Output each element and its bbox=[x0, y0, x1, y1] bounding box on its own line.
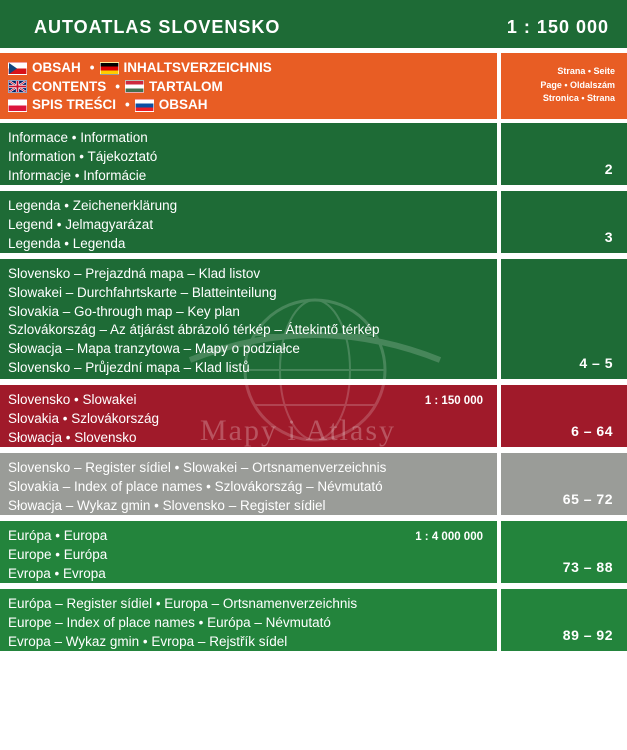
section-pages: 2 bbox=[604, 161, 613, 177]
contents-line-3 bbox=[8, 96, 276, 115]
section-titles bbox=[0, 191, 497, 253]
atlas-scale: 1 : 150 000 bbox=[506, 17, 609, 37]
section-line: Slovakia – Go-through map – Key plan bbox=[8, 303, 240, 319]
section-pages-cell bbox=[501, 385, 627, 447]
section-line: Słowacja • Slovensko bbox=[8, 429, 137, 445]
section-line: Legenda • Legenda bbox=[8, 235, 126, 251]
section-pages-cell bbox=[501, 259, 627, 379]
czech-flag-icon bbox=[8, 62, 27, 75]
page-label-column bbox=[501, 53, 627, 119]
page-label: Stronica • Strana bbox=[542, 93, 615, 103]
contents-heading: OBSAH bbox=[158, 97, 208, 113]
section-pages-cell bbox=[501, 191, 627, 253]
section-line: Slowakei – Durchfahrtskarte – Blatteinteilung bbox=[8, 284, 277, 300]
section-slovakia-index bbox=[0, 453, 627, 515]
contents-headings bbox=[0, 53, 497, 119]
section-line: Information • Tájekoztató bbox=[8, 148, 158, 164]
section-line: Slovensko • Slowakei bbox=[8, 392, 137, 407]
section-line: Europe • Európa bbox=[8, 546, 108, 562]
section-line: Slovakia • Szlovákország bbox=[8, 410, 160, 426]
hungarian-flag-icon bbox=[125, 80, 144, 93]
watermark-text: Mapy i Atlasy bbox=[200, 414, 396, 447]
section-pages: 65 – 72 bbox=[562, 491, 613, 507]
section-line: Slovakia – Index of place names • Szlovákország – Névmutató bbox=[8, 478, 383, 494]
section-europe-index bbox=[0, 589, 627, 651]
slovak-flag-icon bbox=[135, 99, 154, 112]
section-line: Europe – Index of place names • Európa – Névmutató bbox=[8, 614, 331, 630]
section-pages-cell bbox=[501, 453, 627, 515]
polish-flag-icon bbox=[8, 99, 27, 112]
section-line: Slovensko – Prejazdná mapa – Klad listov bbox=[8, 266, 261, 281]
section-go-through-map bbox=[0, 259, 627, 379]
section-line: Európa – Register sídiel • Europa – Ortsnamenverzeichnis bbox=[8, 596, 358, 611]
section-legend bbox=[0, 191, 627, 253]
section-pages: 73 – 88 bbox=[562, 559, 613, 575]
section-line: Słowacja – Mapa tranzytowa – Mapy o podziałce bbox=[8, 341, 300, 357]
page-label: Page • Oldalszám bbox=[540, 79, 615, 90]
section-line: Szlovákország – Az átjárást ábrázoló térkép – Áttekintő térkép bbox=[8, 322, 380, 338]
contents-lines bbox=[8, 59, 276, 115]
section-titles bbox=[0, 453, 497, 515]
section-europe-maps bbox=[0, 521, 627, 583]
contents-line-2 bbox=[8, 78, 276, 97]
contents-heading: OBSAH bbox=[32, 60, 81, 75]
atlas-header bbox=[0, 0, 627, 48]
section-line: Slovensko – Průjezdní mapa – Klad listů bbox=[8, 359, 250, 375]
contents-heading: CONTENTS bbox=[32, 78, 107, 94]
atlas-title: AUTOATLAS SLOVENSKO bbox=[34, 17, 281, 37]
contents-heading: INHALTSVERZEICHNIS bbox=[123, 60, 272, 75]
section-scale: 1 : 150 000 bbox=[424, 395, 483, 407]
section-pages: 6 – 64 bbox=[571, 423, 613, 439]
section-line: Informace • Information bbox=[8, 130, 148, 145]
german-flag-icon bbox=[100, 62, 119, 75]
section-pages: 4 – 5 bbox=[579, 355, 613, 371]
section-pages-cell bbox=[501, 589, 627, 651]
section-titles bbox=[0, 123, 497, 185]
contents-line-1 bbox=[8, 59, 276, 78]
section-scale: 1 : 4 000 000 bbox=[415, 531, 483, 543]
page-label: Strana • Seite bbox=[557, 66, 615, 76]
section-slovakia-maps bbox=[0, 385, 627, 447]
section-information bbox=[0, 123, 627, 185]
section-line: Legenda • Zeichenerklärung bbox=[8, 198, 178, 213]
section-line: Evropa • Evropa bbox=[8, 565, 106, 581]
section-line: Legend • Jelmagyarázat bbox=[8, 216, 154, 232]
section-titles bbox=[0, 521, 497, 583]
separator: • bbox=[89, 60, 95, 75]
section-titles bbox=[0, 259, 497, 379]
uk-flag-icon bbox=[8, 80, 27, 93]
section-pages-cell bbox=[501, 521, 627, 583]
separator: • bbox=[115, 78, 120, 94]
page-labels bbox=[540, 65, 615, 106]
section-titles bbox=[0, 385, 497, 447]
section-line: Słowacja – Wykaz gmin • Slovensko – Register sídiel bbox=[8, 497, 326, 513]
contents-row bbox=[0, 53, 627, 119]
section-titles bbox=[0, 589, 497, 651]
separator: • bbox=[125, 97, 130, 113]
section-line: Slovensko – Register sídiel • Slowakei – Ortsnamenverzeichnis bbox=[8, 460, 387, 475]
section-line: Európa • Europa bbox=[8, 528, 108, 543]
section-pages: 3 bbox=[604, 229, 613, 245]
contents-heading: SPIS TREŚCI bbox=[32, 97, 117, 113]
section-line: Informacje • Informácie bbox=[8, 167, 147, 183]
section-pages: 89 – 92 bbox=[562, 627, 613, 643]
contents-heading: TARTALOM bbox=[148, 78, 223, 94]
section-line: Evropa – Wykaz gmin • Evropa – Rejstřík sídel bbox=[8, 633, 288, 649]
section-pages-cell bbox=[501, 123, 627, 185]
